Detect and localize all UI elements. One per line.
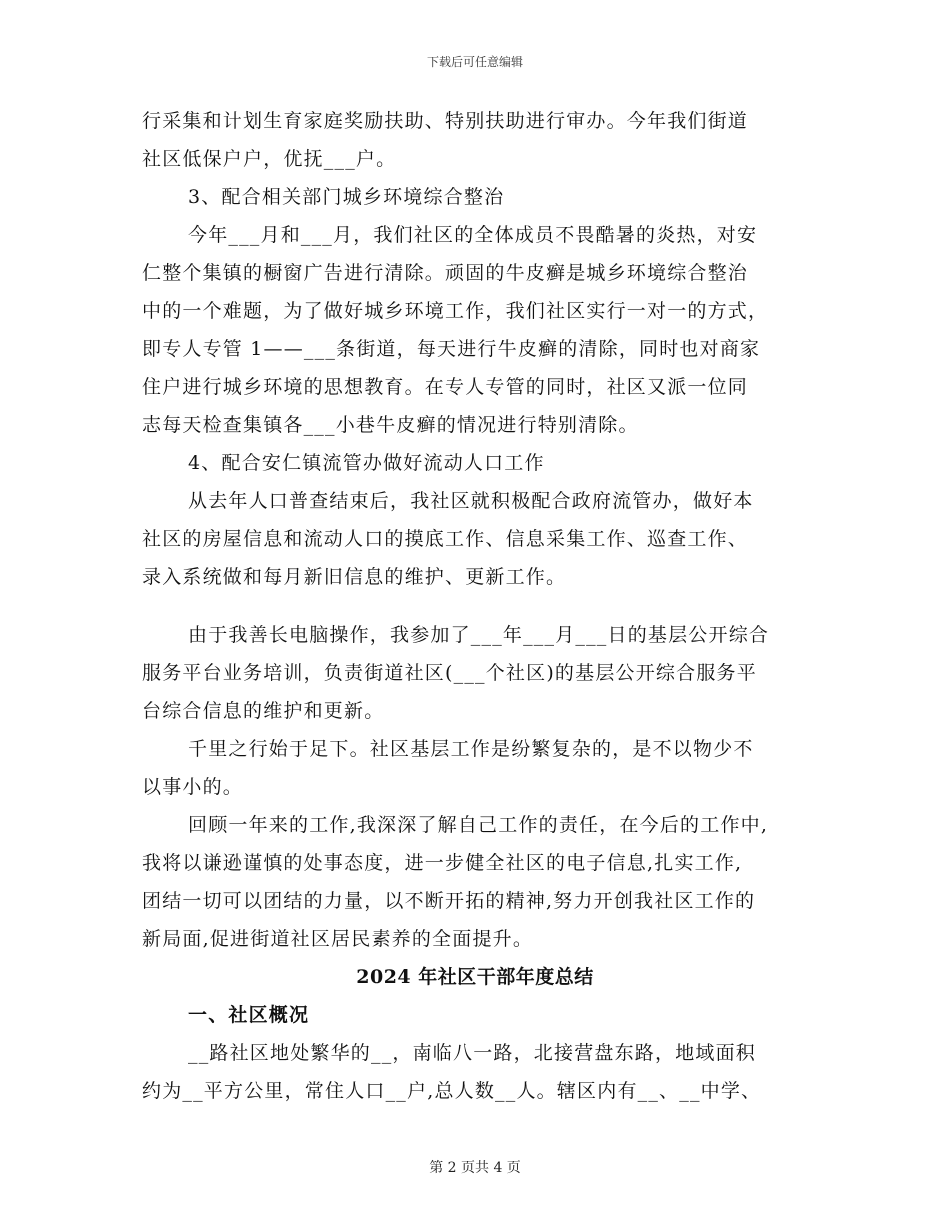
- paragraph-line: 以事小的。: [142, 776, 244, 798]
- paragraph-line: 新局面,促进街道社区居民素养的全面提升。: [142, 928, 534, 950]
- page-footer: 第 2 页共 4 页: [429, 1160, 521, 1176]
- section-heading: 一、社区概况: [188, 1004, 310, 1026]
- paragraph-line: 台综合信息的维护和更新。: [142, 700, 385, 722]
- paragraph-line: 中的一个难题，为了做好城乡环境工作，我们社区实行一对一的方式，: [142, 300, 769, 322]
- paragraph-line: __路社区地处繁华的__，南临八一路，北接营盘东路，地域面积: [188, 1042, 757, 1064]
- paragraph-line: 约为__平方公里，常住人口__户,总人数__人。辖区内有__、__中学、: [142, 1080, 762, 1102]
- document-title: 2024 年社区干部年度总结: [356, 966, 594, 988]
- paragraph-line: 从去年人口普查结束后，我社区就积极配合政府流管办，做好本: [188, 490, 754, 512]
- paragraph-line: 今年___月和___月，我们社区的全体成员不畏酷暑的炎热，对安: [188, 224, 758, 246]
- paragraph-line: 我将以谦逊谨慎的处事态度，进一步健全社区的电子信息,扎实工作,: [142, 852, 743, 874]
- paragraph-line: 服务平台业务培训，负责街道社区(___个社区)的基层公开综合服务平: [142, 662, 757, 684]
- paragraph-line: 由于我善长电脑操作，我参加了___年___月___日的基层公开综合: [188, 624, 770, 646]
- section-heading: 3、配合相关部门城乡环境综合整治: [188, 186, 505, 208]
- paragraph-line: 社区低保户户，优抚___户。: [142, 148, 397, 170]
- paragraph-line: 录入系统做和每月新旧信息的维护、更新工作。: [142, 566, 567, 588]
- page-header: 下载后可任意编辑: [426, 55, 523, 69]
- section-heading: 4、配合安仁镇流管办做好流动人口工作: [188, 452, 545, 474]
- paragraph-line: 行采集和计划生育家庭奖励扶助、特别扶助进行审办。今年我们街道: [142, 110, 749, 132]
- paragraph-line: 住户进行城乡环境的思想教育。在专人专管的同时，社区又派一位同: [142, 376, 749, 398]
- paragraph-line: 回顾一年来的工作,我深深了解自己工作的责任，在今后的工作中,: [188, 814, 769, 836]
- paragraph-line: 志每天检查集镇各___小巷牛皮癣的情况进行特别清除。: [142, 414, 639, 436]
- paragraph-line: 即专人专管 1——___条街道，每天进行牛皮癣的清除，同时也对商家: [142, 338, 761, 360]
- paragraph-line: 社区的房屋信息和流动人口的摸底工作、信息采集工作、巡查工作、: [142, 528, 749, 550]
- paragraph-line: 团结一切可以团结的力量，以不断开拓的精神,努力开创我社区工作的: [142, 890, 756, 912]
- paragraph-line: 千里之行始于足下。社区基层工作是纷繁复杂的，是不以物少不: [188, 738, 754, 760]
- paragraph-line: 仁整个集镇的橱窗广告进行清除。顽固的牛皮癣是城乡环境综合整治: [142, 262, 749, 284]
